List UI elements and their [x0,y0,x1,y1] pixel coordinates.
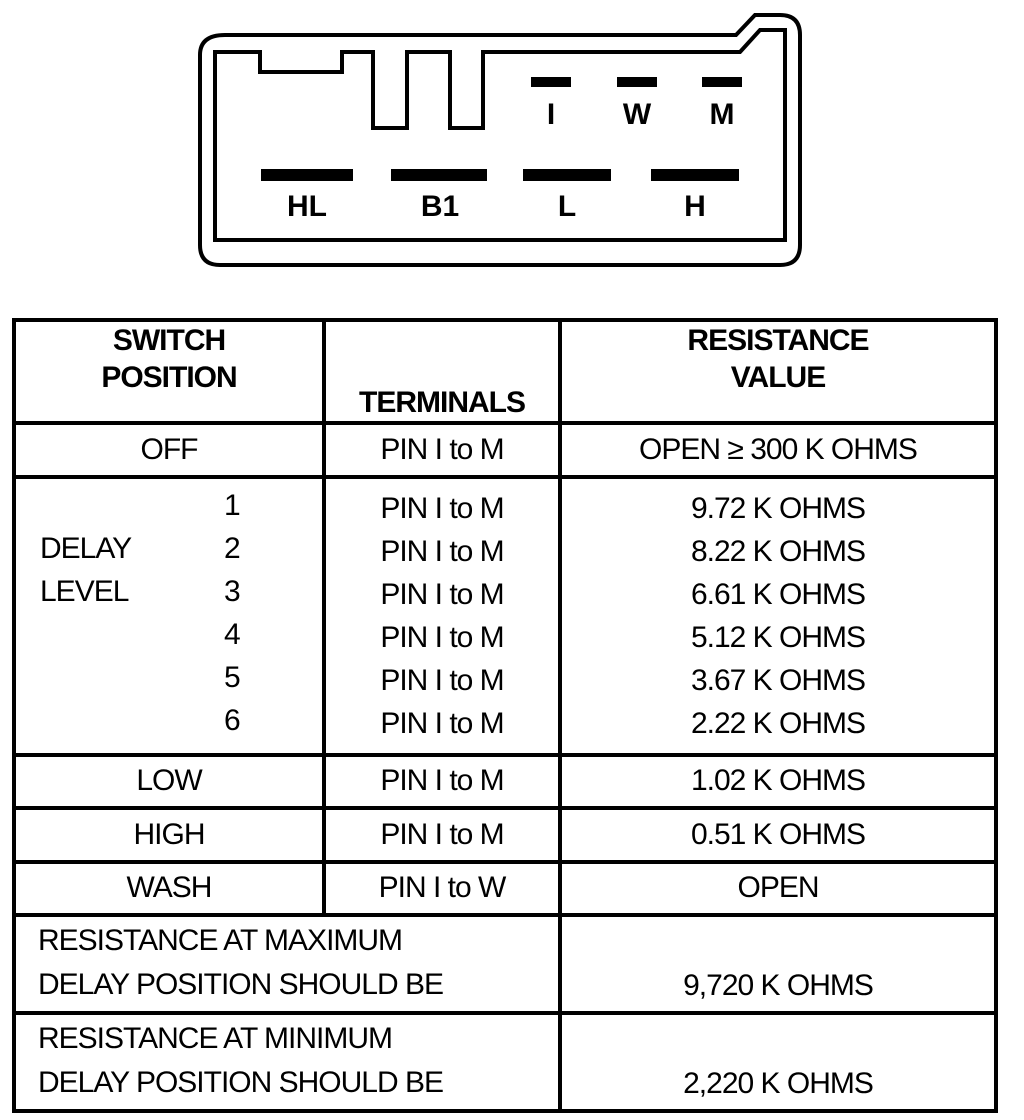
header-row [14,320,996,423]
delay-terminals-2: PIN I to M [380,534,504,568]
min-note-value: 2,220 K OHMS [560,1013,996,1111]
min-note-line2: DELAY POSITION SHOULD BE [38,1066,444,1100]
delay-level-label [40,527,131,613]
delay-terminals-4: PIN I to M [380,620,504,654]
terminal-l-blade [523,169,611,181]
delay-label-line2: LEVEL [40,574,129,608]
delay-label-line1: DELAY [40,531,132,565]
delay-level-numbers [224,484,240,742]
row-wash [14,862,996,916]
delay-level-2: 2 [224,531,240,565]
off-terminals: PIN I to M [324,423,560,477]
terminal-b1-blade [391,169,487,181]
header-switch-position [14,320,324,423]
header-switch-line1: SWITCH [112,324,226,357]
high-terminals: PIN I to M [324,808,560,862]
terminal-hl-blade [261,169,353,181]
high-position: HIGH [14,808,324,862]
delay-terminals-cell [324,477,560,755]
terminal-hl-label: HL [287,190,327,223]
connector-diagram [0,0,1024,300]
min-note-line1: RESISTANCE AT MINIMUM [38,1022,393,1056]
wash-terminals: PIN I to W [324,862,560,916]
row-max-note [14,915,996,1013]
delay-level-4: 4 [224,617,240,651]
off-position: OFF [14,423,324,477]
terminal-h-blade [651,169,739,181]
delay-value-5: 3.67 K OHMS [690,663,866,697]
delay-terminals-5: PIN I to M [380,663,504,697]
terminal-i-blade [531,77,571,87]
delay-level-6: 6 [224,703,240,737]
wash-position: WASH [14,862,324,916]
delay-value-2: 8.22 K OHMS [690,534,866,568]
terminal-h-label: H [684,190,706,223]
low-terminals: PIN I to M [324,755,560,809]
header-switch-line2: POSITION [101,361,237,394]
low-value: 1.02 K OHMS [560,755,996,809]
min-note-text [14,1013,560,1111]
terminal-m-label: M [709,98,735,131]
max-note-text [14,915,560,1013]
header-resistance-line1: RESISTANCE [687,324,869,357]
header-resistance-line2: VALUE [730,361,826,394]
delay-terminals-1: PIN I to M [380,491,504,525]
delay-value-1: 9.72 K OHMS [690,491,866,525]
off-value: OPEN ≥ 300 K OHMS [560,423,996,477]
header-resistance-value [560,320,996,423]
max-note-line2: DELAY POSITION SHOULD BE [38,968,444,1002]
resistance-table [12,318,998,1113]
terminal-b1-label: B1 [420,190,460,223]
high-value: 0.51 K OHMS [560,808,996,862]
wash-value: OPEN [560,862,996,916]
delay-position-cell [14,477,324,755]
row-low [14,755,996,809]
terminal-w-blade [617,77,657,87]
terminal-w-label: W [622,98,652,131]
delay-level-5: 5 [224,660,240,694]
row-delay [14,477,996,755]
delay-value-6: 2.22 K OHMS [690,706,866,740]
delay-value-4: 5.12 K OHMS [690,620,866,654]
max-note-line1: RESISTANCE AT MAXIMUM [38,924,403,958]
delay-value-3: 6.61 K OHMS [690,577,866,611]
delay-level-1: 1 [224,488,240,522]
row-high [14,808,996,862]
header-terminals: TERMINALS [324,320,560,423]
low-position: LOW [14,755,324,809]
terminal-i-label: I [546,98,556,131]
delay-level-3: 3 [224,574,240,608]
terminal-m-blade [702,77,742,87]
max-note-value: 9,720 K OHMS [560,915,996,1013]
delay-terminals-6: PIN I to M [380,706,504,740]
delay-terminals-3: PIN I to M [380,577,504,611]
delay-values-cell [560,477,996,755]
row-off [14,423,996,477]
terminal-l-label: L [557,190,577,223]
row-min-note [14,1013,996,1111]
